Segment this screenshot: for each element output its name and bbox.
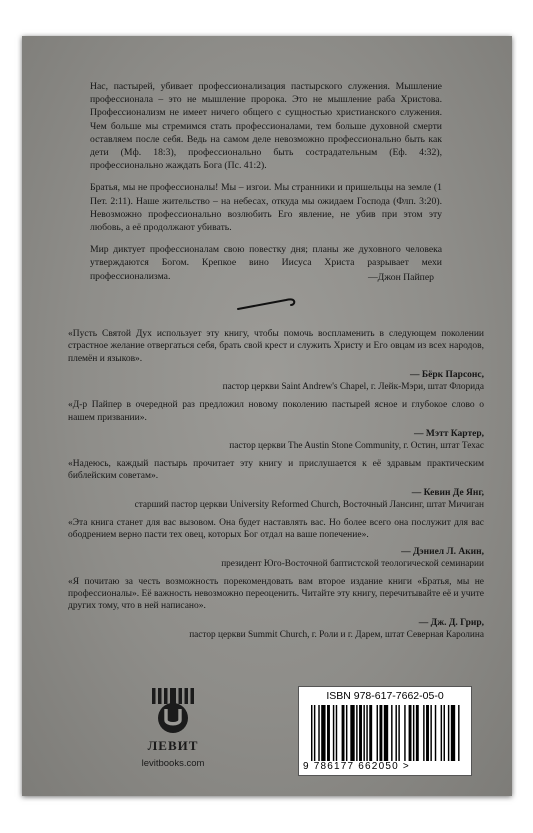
barcode-bar bbox=[311, 705, 312, 761]
endorsement-quote: «Надеюсь, каждый пастырь прочитает эту книгу и прислушается к её здравым практическим библейским советам». bbox=[68, 459, 484, 482]
endorsement-name: — Бёрк Парсонс, bbox=[410, 370, 484, 381]
barcode-bar bbox=[363, 705, 364, 761]
barcode-bar bbox=[391, 705, 392, 761]
barcode-bars bbox=[311, 705, 461, 761]
barcode-bar bbox=[346, 705, 347, 761]
endorsement-item bbox=[68, 458, 484, 511]
endorsement-name: — Дэниел Л. Акин, bbox=[401, 546, 484, 557]
levit-logo-icon bbox=[144, 686, 202, 736]
shepherd-crook-icon bbox=[234, 294, 298, 314]
barcode-bar bbox=[398, 705, 399, 761]
main-text bbox=[90, 80, 442, 292]
endorsements bbox=[68, 328, 484, 647]
endorsement-name: — Дж. Д. Грир, bbox=[418, 617, 484, 628]
barcode-bar bbox=[416, 705, 419, 761]
barcode-bar bbox=[458, 705, 459, 761]
endorsement-item bbox=[68, 576, 484, 641]
barcode-bar bbox=[448, 705, 449, 761]
barcode-bar bbox=[314, 705, 315, 761]
barcode-bar bbox=[426, 705, 429, 761]
barcode-bar bbox=[395, 705, 396, 761]
barcode-bar bbox=[321, 705, 325, 761]
barcode-bar bbox=[404, 705, 405, 761]
publisher-logo bbox=[118, 686, 228, 768]
endorsement-quote: «Пусть Святой Дух использует эту книгу, чтобы помочь воспламенить в следующем поколении страстное желание отвергаться себя, брать свой крест и служить Христу и Его овцам из всех народов, племён и языков». bbox=[68, 329, 484, 364]
endorsement-role: пастор церкви Summit Church, г. Роли и г. Дарем, штат Северная Каролина bbox=[189, 629, 484, 640]
barcode-bar bbox=[379, 705, 382, 761]
endorsement-role: пастор церкви The Austin Stone Community, г. Остин, штат Техас bbox=[229, 441, 484, 452]
barcode-bar bbox=[369, 705, 372, 761]
main-paragraph-3: Мир диктует профессионалам свою повестку дня; планы же духовного человека утверждаются Богом. Крепкое вино Иисуса Христа разрывает мехи профессионализма. bbox=[90, 244, 442, 282]
barcode-bar bbox=[451, 705, 455, 761]
book-back-cover bbox=[22, 36, 512, 796]
barcode-bar bbox=[409, 705, 412, 761]
endorsement-quote: «Эта книга станет для вас вызовом. Она будет наставлять вас. Но более всего она послужит для вас ободрением верно пасти тех овец, которых Бог отдал на ваше попечение». bbox=[68, 517, 484, 541]
endorsement-name: — Кевин Де Янг, bbox=[411, 487, 484, 498]
barcode-bar bbox=[423, 705, 424, 761]
publisher-name: ЛЕВИТ bbox=[147, 738, 199, 753]
isbn-label: ISBN 978-617-7662-05-0 bbox=[326, 690, 444, 702]
barcode-bar bbox=[327, 705, 330, 761]
barcode-bar bbox=[444, 705, 445, 761]
endorsement-item bbox=[68, 399, 484, 452]
endorsement-quote: «Я почитаю за честь возможность порекомендовать вам второе издание книги «Братья, мы не профессионалы». Её важность невозможно переоценить. Читайте эту книгу, перечитывайте её и учите других тому, что в ней написано». bbox=[68, 576, 484, 612]
barcode-bar bbox=[333, 705, 334, 761]
endorsement-quote: «Д-р Пайпер в очередной раз предложил новому поколению пастырей ясное и глубокое слово о нашем призвании». bbox=[68, 400, 484, 423]
barcode-bar bbox=[350, 705, 354, 761]
barcode-bar bbox=[366, 705, 367, 761]
barcode-digits: 9 786177 662050 > bbox=[303, 761, 410, 772]
barcode-bar bbox=[384, 705, 388, 761]
barcode-bar bbox=[435, 705, 436, 761]
barcode-bar bbox=[356, 705, 357, 761]
endorsement-role: пастор церкви Saint Andrew's Chapel, г. Лейк-Мэри, штат Флорида bbox=[222, 382, 484, 393]
endorsement-role: президент Юго-Восточной баптистской теологической семинарии bbox=[221, 558, 484, 569]
endorsement-role: старший пастор церкви University Reformed Church, Восточный Лансинг, штат Мичиган bbox=[134, 499, 484, 510]
barcode-bar bbox=[359, 705, 362, 761]
barcode-bar bbox=[413, 705, 414, 761]
endorsement-item bbox=[68, 517, 484, 570]
barcode-bar bbox=[430, 705, 431, 761]
main-paragraph-1: Нас, пастырей, убивает профессионализация пастырского служения. Мышление профессионала – это не мышление пророка. Это не мышление раба Христова. Профессионализм не имеет ничего общего с сущностью христианского служения. Чем больше мы стремимся стать профессионалами, тем больше духовной смерти оставляем после себя. Ведь на самом деле невозможно профессионально быть как дети (Мф. 18:3), профессионально быть сострадательным (Еф. 4:32), профессионально жаждать Бога (Пс. 41:2). bbox=[90, 81, 442, 172]
barcode-bar bbox=[377, 705, 378, 761]
publisher-url[interactable]: levitbooks.com bbox=[141, 758, 205, 769]
barcode-bar bbox=[342, 705, 345, 761]
main-paragraph-2: Братья, мы не профессионалы! Мы – изгои. Мы странники и пришельцы на земле (1 Пет. 2:11). Наше жительство – на небесах, откуда мы ожидаем Господа (Флп. 3:20). Невозможно профессионально возлюбить Его явление, не убив при этом эту любовь, а её продолжают убивать. bbox=[90, 182, 442, 234]
barcode-bar bbox=[441, 705, 442, 761]
main-author: —Джон Пайпер bbox=[367, 272, 434, 283]
isbn-barcode bbox=[298, 686, 472, 776]
barcode-bar bbox=[318, 705, 319, 761]
endorsement-name: — Мэтт Картер, bbox=[414, 429, 484, 440]
barcode-bar bbox=[336, 705, 337, 761]
endorsement-item bbox=[68, 328, 484, 393]
